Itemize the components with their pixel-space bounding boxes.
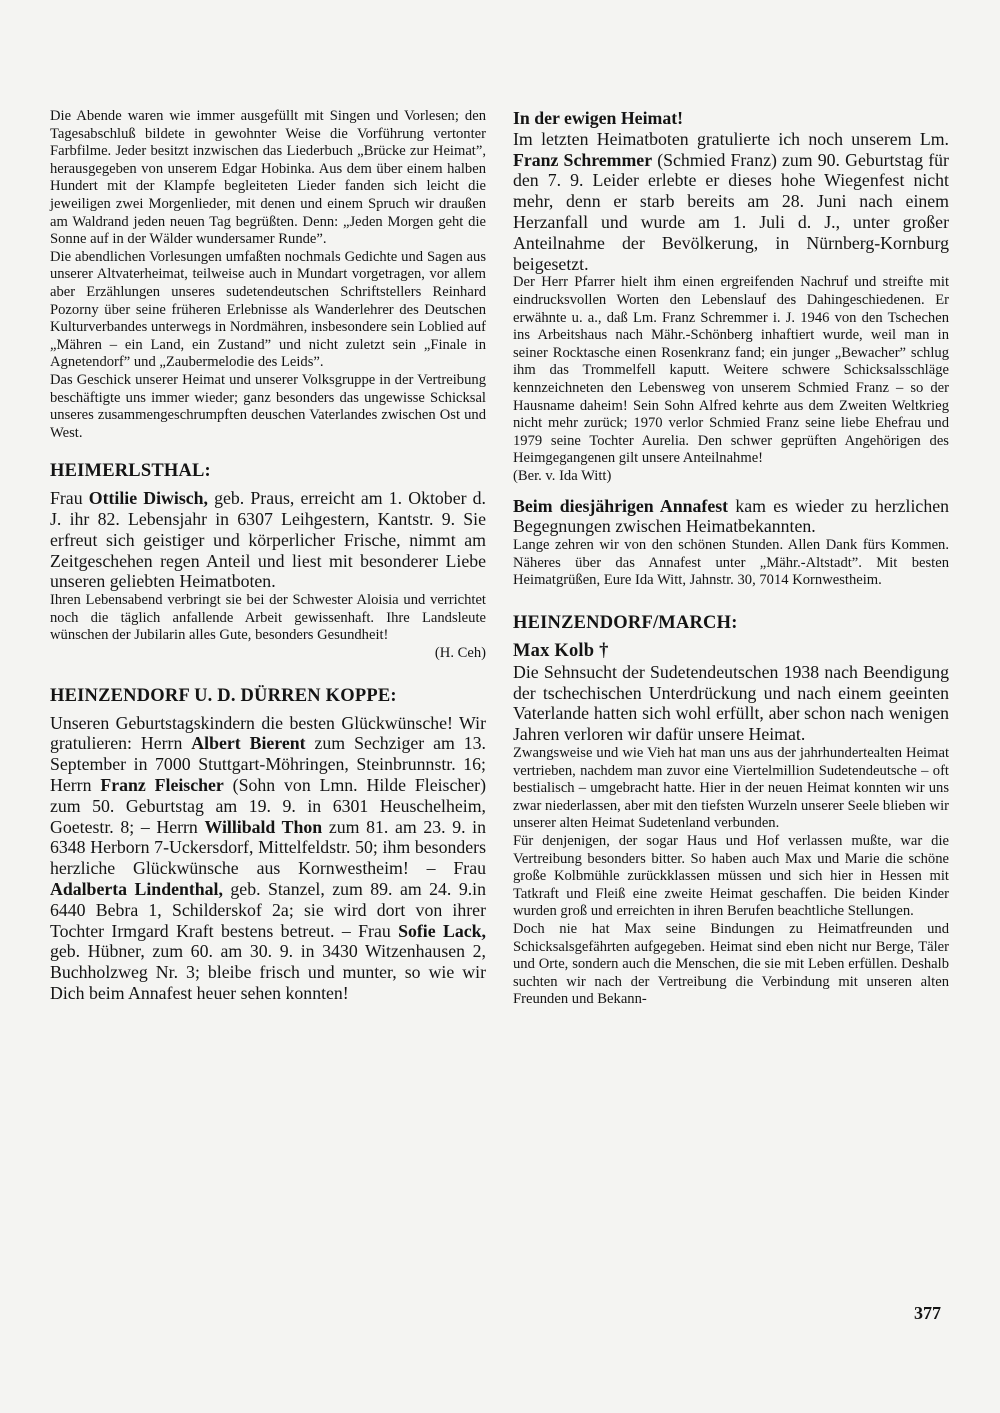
camp-report-paragraph-1: Die Abende waren wie immer ausgefüllt mit Singen und Vorlesen; den Tagesabschluß bildete in gewohnter Weise die Vorführung vertonter Farbfilme. Jeder besitzt inzwischen das Liederbuch „Brücke zur Heimat”, herausgegeben von unserem Edgar Hobinka. Aus dem über einem halben Hundert mit der Klampfe begleiteten Lieder fanden sich leicht die jeweiligen zwei Morgenlieder, mit denen und einem Spruch wir draußen am Waldrand jeden neuen Tag begrüßten. Denn: „Jeden Morgen geht die Sonne auf in der Wälder wundersamer Runde”. — [50, 108, 486, 248]
heimerlsthal-heading: HEIMERLSTHAL: — [50, 461, 211, 482]
camp-report-paragraph-3: Das Geschick unserer Heimat und unserer Volksgruppe in der Vertreibung beschäftigte uns immer wieder; ganz besonders das ungewisse Schicksal unseres zusammengeschrumpften deuschen Vaterlandes zwischen Ost und West. — [50, 371, 486, 441]
person-name: Sofie Lack, — [398, 920, 486, 941]
text-segment: zum 81. am 23. 9. in 6348 Herborn 7-Uckersdorf, Mittelfeldstr. 50; ihm besonders herzliche Glückwünsche aus Kornwestheim! – Frau — [50, 816, 487, 879]
text-segment: (Sohn von Lmn. Hilde Fleischer) zum 50. Geburtstag am 19. 9. in 6301 Heuschelheim, Goetestr. 8; – Herrn — [50, 775, 486, 837]
text-segment: geb. Praus, erreicht am 1. Oktober d. J. ihr 82. Lebensjahr in 6307 Leihgestern, Kantstr. 9. Sie erfreut sich geistiger und körperlicher Frische, nimmt am Zeitgeschehen regen Anteil und liest mit besonderer Liebe unseren geliebten Heimatboten. — [50, 488, 486, 592]
obituary-paragraph-2: Für denjenigen, der sogar Haus und Hof verlassen mußte, war die Vertreibung besonders bitter. So haben auch Max und Marie die schöne große Kolbmühle zurückklassen müssen und sich hier in Hessen mit Tatkraft und Fleiß eine zweite Heimat geschaffen. Die beiden Kinder wurden groß und erreichten in ihren Berufen beachtliche Stellungen. — [513, 833, 949, 920]
text-segment: Unseren Geburtstagskindern die besten Glückwünsche! Wir gratulieren: Herrn — [50, 712, 486, 754]
ewige-heimat-details: Der Herr Pfarrer hielt ihm einen ergreifenden Nachruf und streifte mit eindrucksvollen Worten den Lebenslauf des Dahingeschiedenen. Er erwähnte u. a., daß Lm. Franz Schremmer i. J. 1946 von den Tschechen ins Arbeitshaus nach Mähr.-Schönberg inhaftiert wurde, weil man in seiner Rocktasche einen Rosenkranz fand; ein junger „Bewacher” schlug ihm das Trommelfell kaputt. Weitere schwere Schicksalsschläge kennzeichneten den Lebensweg von unserem Schmied Franz – so der Hausname daheim! Sein Sohn Alfred kehrte aus dem Zweiten Weltkrieg nicht mehr zurück; 1970 verlor Schmied Franz seine liebe Ehefrau und 1979 seine Tochter Aurelia. Den schwer geprüften Angehörigen des Heimgegangenen gilt unsere Anteilnahme! — [513, 274, 949, 467]
heinzendorf-koppe-heading: HEINZENDORF U. D. DÜRREN KOPPE: — [50, 685, 397, 706]
obituary-intro: Die Sehnsucht der Sudetendeutschen 1938 nach Beendigung der tschechischen Unterdrückung und nach einem geeinten Vaterlande hatten sich wohl erfüllt, aber schon nach wenigen Jahren verloren wir dafür unsere Heimat. — [513, 661, 949, 745]
person-name: Willibald Thon — [204, 816, 323, 837]
obituary-subheading: Max Kolb † — [513, 640, 609, 661]
ewige-heimat-heading: In der ewigen Heimat! — [513, 108, 684, 128]
person-name: Franz Schremmer — [513, 149, 653, 170]
text-segment: Frau — [50, 488, 89, 509]
ewige-heimat-text — [513, 129, 949, 275]
page-number: 377 — [914, 1303, 941, 1323]
text-segment: geb. Hübner, zum 60. am 30. 9. in 3430 Witzenhausen 2, Buchholzweg Nr. 3; bleibe frisch und munter, so wie wir Dich beim Annafest heuer sehen konnten! — [50, 941, 486, 1003]
heimerlsthal-birthday-text — [50, 488, 486, 592]
annafest-details: Lange zehren wir von den schönen Stunden. Allen Dank fürs Kommen. Näheres über das Annafest unter „Mähr.-Altstadt”. Mit besten Heimatgrüßen, Eure Ida Witt, Jahnstr. 30, 7014 Kornwestheim. — [513, 537, 949, 589]
text-segment: (Schmied Franz) zum 90. Geburtstag für den 7. 9. Leider erlebte er dieses hohe Wiegenfest nicht mehr, denn er starb bereits am 28. Juni nach einem Herzanfall und wurde am 1. Juli d. J., unter großer Anteilnahme der Bevölkerung, in Nürnberg-Kornburg beigesetzt. — [513, 149, 949, 274]
person-name: Franz Fleischer — [100, 775, 224, 796]
left-column — [50, 108, 486, 1004]
heimerlsthal-author: (H. Ceh) — [434, 645, 486, 662]
camp-report-paragraph-2: Die abendlichen Vorlesungen umfaßten nochmals Gedichte und Sagen aus unserer Altvaterheimat, teilweise auch in Mundart vorgetragen, vor allem aber Erzählungen unseres sudetendeutschen Schriftstellers Reinhard Pozorny über seine früheren Erlebnisse als Wanderlehrer des Deutschen Kulturverbandes unterwegs in Nordmähren, insbesondere sein Loblied auf „Mähren – ein Land, ein Zustand” und nicht zuletzt sein „Finale in Agnetendorf” und „Zaubermelodie des Leids”. — [50, 248, 486, 371]
obituary-paragraph-1: Zwangsweise und wie Vieh hat man uns aus der jahrhundertealten Heimat vertrieben, nachdem man zuvor eine Viertelmillion Sudetendeutsche – oft bestialisch – umgebracht hatte. Hier in der neuen Heimat konnten wir uns zwar niederlassen, aber mit den tiefsten Wurzeln unserer Seele blieben wir unserer alten Heimat Sudetenland verbunden. — [513, 745, 949, 832]
obituary-paragraph-3: Doch nie hat Max seine Bindungen zu Heimatfreunden und Schicksalsgefährten aufgegeben. Heimat sind eben nicht nur Berge, Täler und Orte, sondern auch die Menschen, die sie mit Leben erfüllen. Deshalb suchten wir nach der Vertreibung die Verbindung mit unseren alten Freunden und Bekann- — [513, 921, 949, 1008]
person-name: Ottilie Diwisch, — [88, 488, 208, 509]
text-segment: zum Sechziger am 13. September in 7000 Stuttgart-Möhringen, Steinbrunnstr. 16; Herrn — [50, 733, 486, 796]
right-column — [513, 108, 949, 1009]
heinzendorf-march-heading: HEINZENDORF/MARCH: — [513, 612, 738, 633]
text-segment: Im letzten Heimatboten gratulierte ich noch unserem Lm. — [513, 128, 949, 149]
heinzendorf-koppe-birthdays — [50, 713, 486, 1004]
text-segment: kam es wieder zu herzlichen Begegnungen zwischen Heimatbekannten. — [513, 495, 949, 537]
person-name: Albert Bierent — [191, 733, 306, 754]
event-name: Beim diesjährigen Annafest — [513, 495, 729, 516]
text-segment: geb. Stanzel, zum 89. am 24. 9.in 6440 Bebra 1, Schilderskof 2a; sie wird dort von ihrer Tochter Irmgard Kraft bestens betreut. – Frau — [50, 879, 486, 941]
ewige-heimat-author: (Ber. v. Ida Witt) — [513, 467, 612, 484]
person-name: Adalberta Lindenthal, — [50, 879, 223, 900]
annafest-text — [513, 496, 949, 538]
heimerlsthal-details: Ihren Lebensabend verbringt sie bei der Schwester Aloisia und verrichtet noch die täglich anfallende Arbeit gewissenhaft. Ihre Landsleute wünschen der Jubilarin alles Gute, besonders Gesundheit! — [50, 592, 486, 644]
